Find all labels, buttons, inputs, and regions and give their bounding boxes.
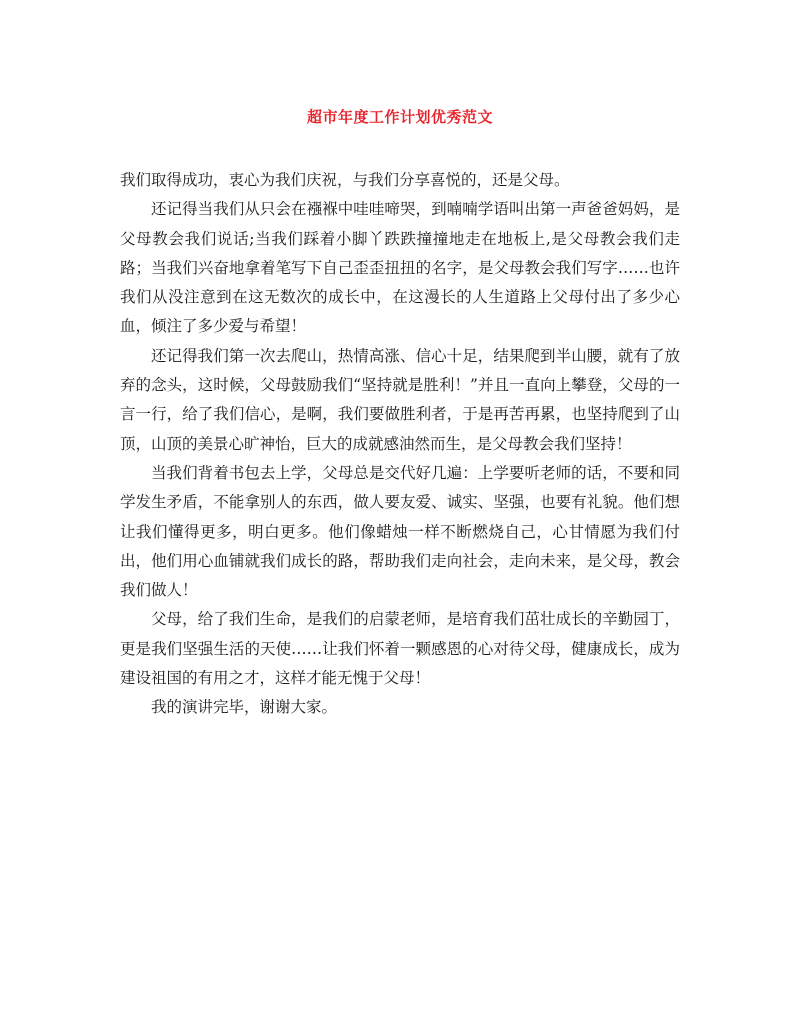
paragraph-6: 我的演讲完毕，谢谢大家。 [151,698,338,717]
paragraph-1: 我们取得成功，衷心为我们庆祝，与我们分享喜悦的，还是父母。 [120,171,570,189]
paragraph-5: 父母，给了我们生命，是我们的启蒙老师，是培育我们茁壮成长的辛勤园丁，更是我们坚强生活的天使……让我们怀着一颗感恩的心对待父母，健康成长，成为建设祖国的有用之才，这样才能无愧于父母！ [120,610,680,688]
document-title: 超市年度工作计划优秀范文 [306,108,493,126]
document-body [120,166,680,723]
paragraph-4: 当我们背着书包去上学，父母总是交代好几遍：上学要听老师的话，不要和同学发生矛盾，不能拿别人的东西，做人要友爱、诚实、坚强，也要有礼貌。他们想让我们懂得更多，明白更多。他们像蜡烛一样不断燃烧自己，心甘情愿为我们付出，他们用心血铺就我们成长的路，帮助我们走向社会，走向未来，是父母，教会我们做人！ [120,463,680,600]
paragraph-2: 还记得当我们从只会在襁褓中哇哇啼哭，到喃喃学语叫出第一声爸爸妈妈，是父母教会我们说话;当我们踩着小脚丫跌跌撞撞地走在地板上,是父母教会我们走路；当我们兴奋地拿着笔写下自己歪歪扭扭的名字，是父母教会我们写字……也许我们从没注意到在这无数次的成长中，在这漫长的人生道路上父母付出了多少心血，倾注了多少爱与希望！ [120,200,680,336]
paragraph-3: 还记得我们第一次去爬山，热情高涨、信心十足，结果爬到半山腰，就有了放弃的念头，这时候，父母鼓励我们“坚持就是胜利！”并且一直向上攀登，父母的一言一行，给了我们信心，是啊，我们要做胜利者，于是再苦再累，也坚持爬到了山顶，山顶的美景心旷神怡，巨大的成就感油然而生，是父母教会我们坚持！ [120,346,680,453]
